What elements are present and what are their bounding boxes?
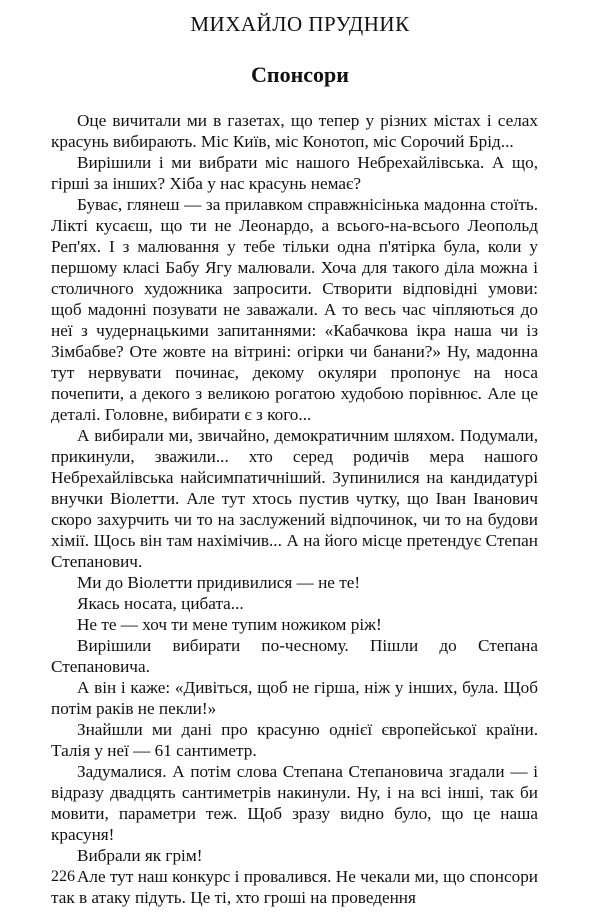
paragraph: Вирішили і ми вибрати міс нашого Небрехайлівська. А що, гірші за інших? Хіба у нас красунь немає?: [51, 153, 538, 193]
paragraph: Буває, глянеш — за прилавком справжнісінька мадонна стоїть. Лікті кусаєш, що ти не Леонардо, а всього-на-всього Леопольд Реп'ях. І з малювання у тебе тільки одна п'ятірка була, коли у першому класі Бабу Ягу малювали. Хоча для такого діла можна і столичного художника запросити. Створити відповідні умови: щоб мадонні позувати не заважали. А то весь час чіпляються до неї з чудернацькими запитаннями: «Кабачкова ікра наша чи із Зімбабве? Оте жовте на вітрині: огірки чи банани?» Ну, мадонна тут нервувати починає, декому окуляри пропонує на носа почепити, а декого з великою рогатою худобою порівнює. Але це деталі. Головне, вибирати є з кого...: [51, 195, 538, 424]
paragraph: Оце вичитали ми в газетах, що тепер у різних містах і селах красунь вибирають. Міс Київ, міс Конотоп, міс Сорочий Брід...: [51, 111, 538, 151]
paragraph: Ми до Віолетти придивилися — не те!: [77, 573, 361, 592]
paragraph: Задумалися. А потім слова Степана Степановича згадали — і відразу двадцять сантиметрів накинули. Ну, і на всі інші, так би мовити, параметри теж. Щоб зразу видно було, що це наша красуня!: [51, 762, 538, 844]
story-title: Спонсори: [251, 62, 349, 87]
paragraph: Якась носата, цибата...: [77, 594, 244, 613]
page-number: 226: [51, 868, 75, 885]
paragraph: Не те — хоч ти мене тупим ножиком ріж!: [77, 615, 382, 634]
paragraph: Вирішили вибирати по-чесному. Пішли до Степана Степановича.: [51, 636, 538, 676]
paragraph: Але тут наш конкурс і провалився. Не чекали ми, що спонсори так в атаку підуть. Це ті, хто гроші на проведення: [51, 867, 538, 907]
paragraph: А вибирали ми, звичайно, демократичним шляхом. Подумали, прикинули, зважили... хто серед родичів мера нашого Небрехайлівська найсимпатичніший. Зупинилися на кандидатурі внучки Віолетти. Але тут хтось пустив чутку, що Іван Іванович скоро захурчить чи то на заслужений відпочинок, чи то на будови хімії. Щось він там нахімічив... А на його місце претендує Степан Степанович.: [51, 426, 538, 571]
author-name: МИХАЙЛО ПРУДНИК: [190, 12, 410, 36]
paragraph: А він і каже: «Дивіться, щоб не гірша, ніж у інших, була. Щоб потім раків не пекли!»: [51, 678, 538, 718]
story-body: [51, 110, 538, 908]
paragraph: Знайшли ми дані про красуню однієї європейської країни. Талія у неї — 61 сантиметр.: [51, 720, 538, 760]
paragraph: Вибрали як грім!: [77, 846, 203, 865]
